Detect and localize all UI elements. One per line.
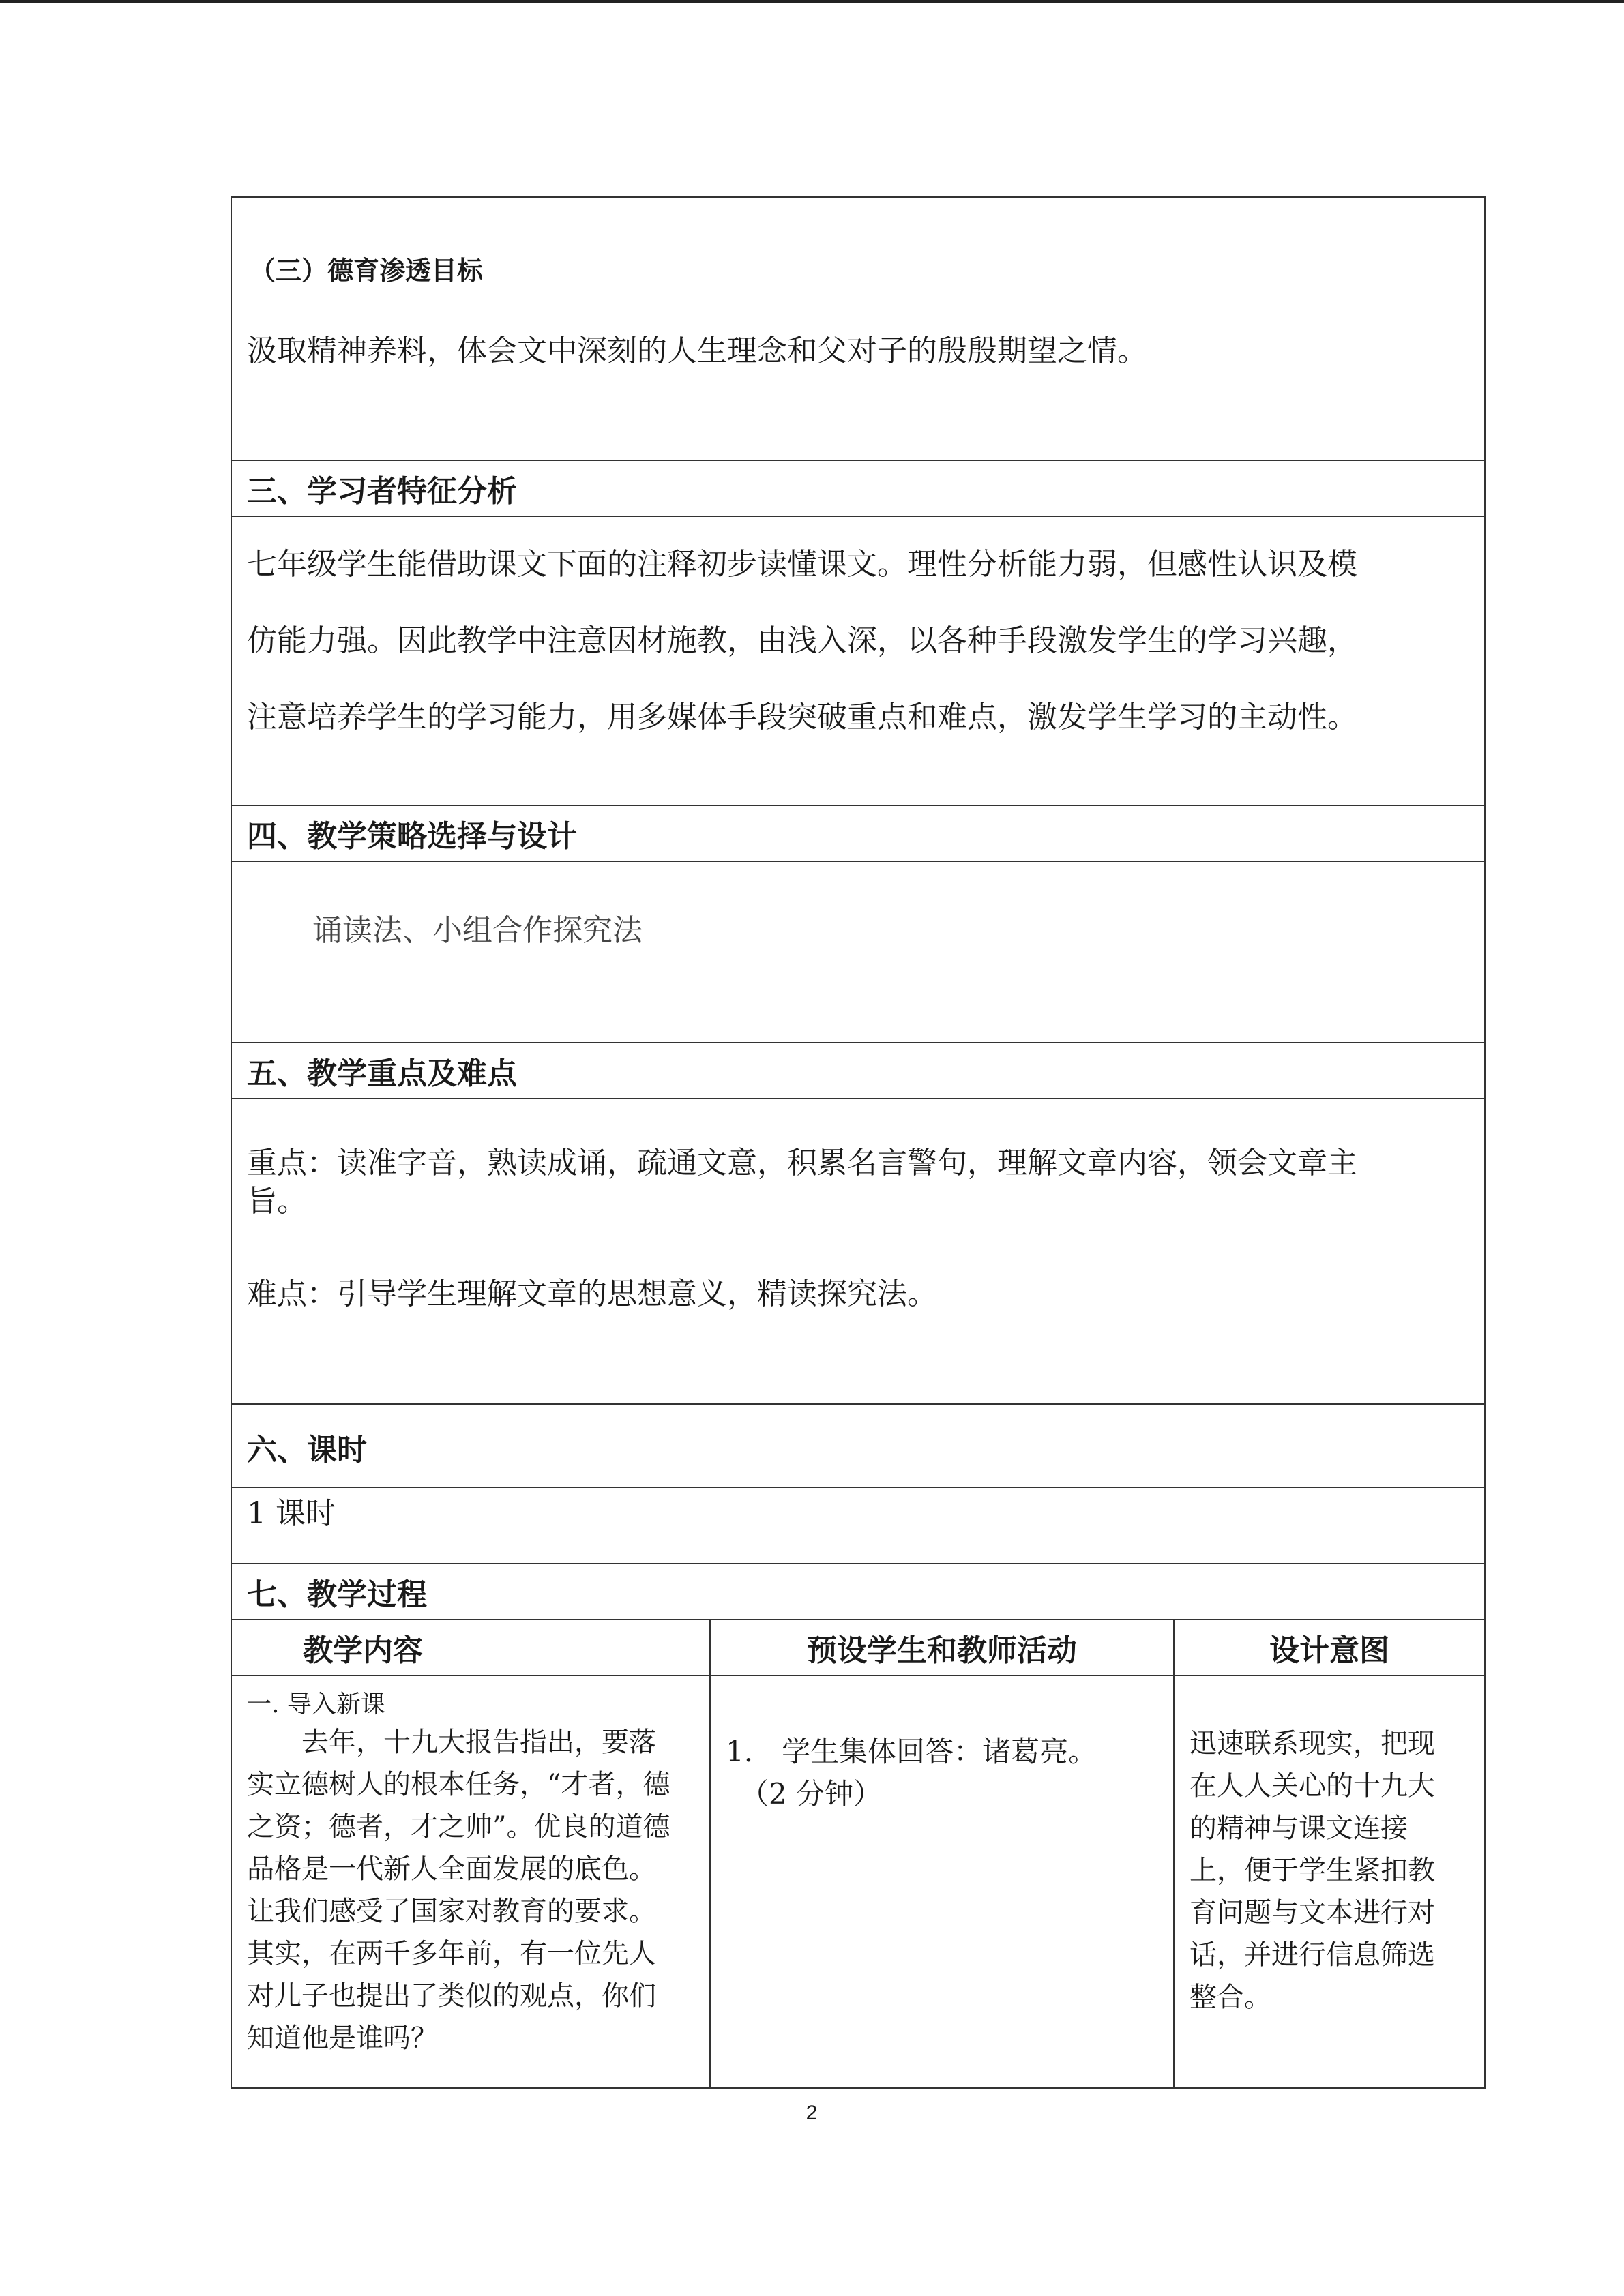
strategy-text: 诵读法、小组合作探究法 xyxy=(312,913,643,948)
process-heading xyxy=(232,1564,1484,1620)
learner-line: 七年级学生能借助课文下面的注释初步读懂课文。理性分析能力弱，但感性认识及模 xyxy=(247,547,1357,582)
hours-body xyxy=(232,1488,1484,1564)
process-content-cell xyxy=(232,1676,711,2087)
hours-text: 1 课时 xyxy=(247,1496,336,1531)
intent-line: 迅速联系现实，把现 xyxy=(1190,1728,1435,1759)
intent-line: 上，便于学生紧扣教 xyxy=(1190,1855,1435,1886)
intent-line: 育问题与文本进行对 xyxy=(1190,1897,1435,1928)
learner-line: 仿能力强。因此教学中注意因材施教，由浅入深，以各种手段激发学生的学习兴趣， xyxy=(247,623,1357,658)
page-number: 2 xyxy=(806,2102,818,2124)
intent-line: 的精神与课文连接 xyxy=(1190,1813,1408,1844)
content-line: 去年，十九大报告指出，要落 xyxy=(247,1727,656,1758)
key-points-heading-text: 五、教学重点及难点 xyxy=(247,1056,517,1091)
content-line: 之资；德者，才之帅”。优良的道德 xyxy=(247,1811,670,1843)
intent-line: 在人人关心的十九大 xyxy=(1190,1770,1435,1802)
strategy-body xyxy=(232,862,1484,1043)
content-line: 一. 导入新课 xyxy=(247,1690,385,1718)
key-points-body xyxy=(232,1099,1484,1405)
column-header-intent: 设计意图 xyxy=(1269,1633,1389,1668)
content-line: 对儿子也提出了类似的观点，你们 xyxy=(247,1980,656,2012)
learner-line: 注意培养学生的学习能力，用多媒体手段突破重点和难点，激发学生学习的主动性。 xyxy=(247,700,1357,734)
top-border-line xyxy=(0,0,1624,3)
column-header-activity: 预设学生和教师活动 xyxy=(711,1620,1175,1675)
process-activity-cell xyxy=(711,1676,1175,2087)
intent-line: 话，并进行信息筛选 xyxy=(1190,1939,1435,1971)
learner-heading xyxy=(232,461,1484,517)
content-line: 实立德树人的根本任务，“才者，德 xyxy=(247,1769,670,1800)
lesson-plan-table xyxy=(231,196,1486,2089)
content-line: 让我们感受了国家对教育的要求。 xyxy=(247,1896,656,1927)
strategy-heading xyxy=(232,806,1484,862)
process-heading-text: 七、教学过程 xyxy=(247,1577,427,1612)
content-line: 品格是一代新人全面发展的底色。 xyxy=(247,1853,656,1885)
activity-line: 1. 学生集体回答：诸葛亮。 xyxy=(726,1735,1097,1768)
strategy-heading-text: 四、教学策略选择与设计 xyxy=(247,819,577,854)
key-point-line: 旨。 xyxy=(247,1184,307,1219)
learner-body xyxy=(232,517,1484,806)
content-line: 知道他是谁吗？ xyxy=(247,2023,438,2054)
moral-goal-heading: （三）德育渗透目标 xyxy=(250,256,484,286)
process-row xyxy=(232,1676,1484,2087)
moral-goal-text: 汲取精神养料，体会文中深刻的人生理念和父对子的殷殷期望之情。 xyxy=(247,333,1147,368)
intent-line: 整合。 xyxy=(1190,1982,1271,2013)
activity-line: （2 分钟） xyxy=(726,1777,883,1810)
hours-heading-text: 六、课时 xyxy=(247,1433,367,1467)
process-intent-cell xyxy=(1175,1676,1484,2087)
process-column-headers xyxy=(232,1620,1484,1676)
content-line: 其实，在两千多年前，有一位先人 xyxy=(247,1938,656,1969)
key-point-line: 重点：读准字音，熟读成诵，疏通文意，积累名言警句，理解文章内容，领会文章主 xyxy=(247,1146,1357,1180)
learner-heading-text: 三、学习者特征分析 xyxy=(247,474,517,509)
moral-goal-row xyxy=(232,198,1484,461)
difficulty-line: 难点：引导学生理解文章的思想意义，精读探究法。 xyxy=(247,1277,937,1311)
column-header-content: 教学内容 xyxy=(232,1620,711,1675)
key-points-heading xyxy=(232,1043,1484,1099)
hours-heading xyxy=(232,1405,1484,1488)
